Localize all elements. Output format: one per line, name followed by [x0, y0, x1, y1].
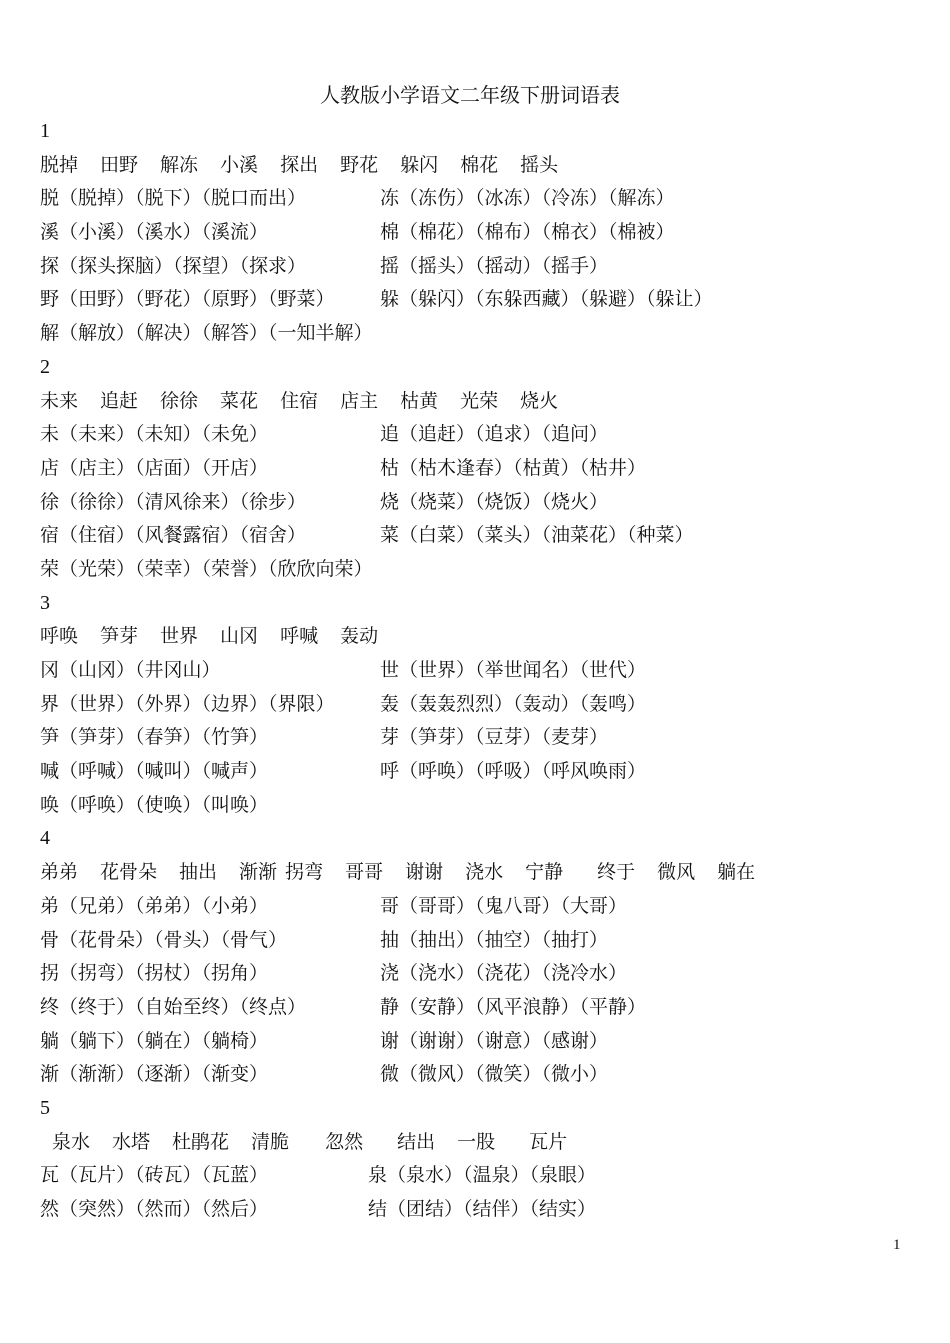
character-entry: 菜（白菜）（菜头）（油菜花）（种菜） — [380, 524, 694, 547]
vocab-word: 水塔 — [112, 1130, 151, 1153]
character-entry: 哥（哥哥）（鬼八哥）（大哥） — [380, 894, 628, 917]
character-row — [40, 1025, 920, 1059]
character-row — [40, 519, 920, 553]
character-row — [40, 755, 920, 789]
character-row — [40, 1058, 920, 1092]
word-list — [40, 115, 920, 1227]
character-entry: 界（世界）（外界）（边界）（界限） — [40, 692, 335, 715]
vocab-word: 宁静 — [525, 861, 564, 884]
section-number: 1 — [40, 120, 50, 142]
character-entry: 世（世界）（举世闻名）（世代） — [380, 659, 647, 681]
vocab-word: 笋芽 — [100, 625, 139, 648]
character-row — [40, 182, 920, 216]
character-row — [40, 721, 920, 755]
character-entry: 抽（抽出）（抽空）（抽打） — [380, 928, 609, 951]
character-entry: 瓦（瓦片）（砖瓦）（瓦蓝） — [40, 1164, 269, 1187]
vocab-word: 小溪 — [220, 153, 259, 176]
character-entry: 躲（躲闪）（东躲西藏）（躲避）（躲让） — [380, 288, 713, 311]
character-entry: 棉（棉花）（棉布）（棉衣）（棉被） — [380, 221, 675, 244]
character-row — [40, 250, 920, 284]
page-number: 1 — [893, 1237, 901, 1253]
vocab-word: 轰动 — [340, 625, 379, 648]
character-entry: 呼（呼唤）（呼吸）（呼风唤雨） — [380, 760, 647, 783]
character-entry: 渐（渐渐）（逐渐）（渐变） — [40, 1063, 269, 1086]
character-entry: 骨（花骨朵）（骨头）（骨气） — [40, 928, 288, 951]
character-entry: 宿（住宿）（风餐露宿）（宿舍） — [40, 524, 307, 547]
vocab-word: 探出 — [280, 153, 319, 176]
character-row — [40, 486, 920, 520]
character-entry: 野（田野）（野花）（原野）（野菜） — [40, 288, 335, 311]
character-entry: 枯（枯木逢春）（枯黄）（枯井） — [380, 456, 647, 479]
character-row — [40, 317, 920, 351]
character-row — [40, 654, 920, 688]
character-row — [40, 924, 920, 958]
vocab-word: 微风 — [657, 861, 696, 884]
section-number: 5 — [40, 1096, 50, 1119]
vocab-word: 躺在 — [717, 861, 756, 884]
character-entry: 冈（山冈）（井冈山） — [40, 659, 221, 681]
character-row — [40, 957, 920, 991]
character-entry: 唤（呼唤）（使唤）（叫唤） — [40, 793, 269, 816]
vocab-word: 结出 — [397, 1130, 436, 1153]
character-entry: 笋（笋芽）（春笋）（竹笋） — [40, 726, 269, 749]
vocab-word: 浇水 — [465, 861, 504, 884]
character-entry: 荣（光荣）（荣幸）（荣誉）（欣欣向荣） — [40, 557, 373, 580]
section-number: 4 — [40, 827, 50, 850]
character-row — [40, 991, 920, 1025]
vocab-word: 山冈 — [220, 625, 259, 648]
vocab-word: 渐渐 — [239, 861, 278, 884]
character-entry: 解（解放）（解决）（解答）（一知半解） — [40, 322, 373, 345]
vocab-word: 一股 — [457, 1130, 496, 1153]
character-entry: 浇（浇水）（浇花）（浇冷水） — [380, 962, 628, 985]
vocab-word: 未来 — [40, 389, 79, 412]
character-entry: 探（探头探脑）（探望）（探求） — [40, 254, 307, 277]
character-entry: 店（店主）（店面）（开店） — [40, 456, 269, 479]
vocab-word: 野花 — [340, 153, 379, 176]
vocab-word: 花骨朵 — [100, 861, 158, 884]
character-entry: 弟（兄弟）（弟弟）（小弟） — [40, 894, 269, 917]
character-entry: 泉（泉水）（温泉）（泉眼） — [368, 1164, 597, 1187]
vocab-word: 解冻 — [160, 153, 199, 176]
character-entry: 脱（脱掉）（脱下）（脱口而出） — [40, 187, 307, 210]
vocab-word: 瓦片 — [529, 1130, 568, 1153]
vocab-word: 拐弯 — [285, 861, 324, 884]
vocab-word: 光荣 — [460, 389, 499, 412]
vocab-word: 忽然 — [325, 1130, 364, 1153]
vocab-word: 泉水 — [52, 1130, 91, 1153]
character-entry: 喊（呼喊）（喊叫）（喊声） — [40, 760, 269, 783]
character-entry: 冻（冻伤）（冰冻）（冷冻）（解冻） — [380, 187, 675, 210]
character-entry: 拐（拐弯）（拐杖）（拐角） — [40, 962, 269, 985]
section-word-list — [40, 620, 920, 654]
vocab-word: 谢谢 — [405, 861, 444, 884]
vocab-word: 弟弟 — [40, 861, 79, 884]
character-row — [40, 216, 920, 250]
vocab-word: 躲闪 — [400, 153, 439, 176]
character-row — [40, 283, 920, 317]
section-number: 2 — [40, 355, 50, 378]
character-entry: 终（终于）（自始至终）（终点） — [40, 995, 307, 1018]
vocab-word: 哥哥 — [345, 861, 384, 884]
character-entry: 然（突然）（然而）（然后） — [40, 1198, 269, 1220]
character-entry: 未（未来）（未知）（未免） — [40, 423, 269, 446]
vocab-word: 呼喊 — [280, 625, 319, 648]
section-number: 3 — [40, 591, 50, 614]
section-word-list — [40, 856, 920, 890]
character-entry: 静（安静）（风平浪静）（平静） — [380, 995, 647, 1018]
character-row — [40, 1159, 920, 1193]
character-entry: 摇（摇头）（摇动）（摇手） — [380, 254, 609, 277]
character-row — [40, 418, 920, 452]
character-entry: 轰（轰轰烈烈）（轰动）（轰鸣） — [380, 692, 647, 715]
section-word-list — [40, 149, 920, 183]
vocab-word: 田野 — [100, 153, 139, 176]
character-entry: 谢（谢谢）（谢意）（感谢） — [380, 1029, 609, 1052]
character-entry: 烧（烧菜）（烧饭）（烧火） — [380, 490, 609, 513]
document-title: 人教版小学语文二年级下册词语表 — [320, 83, 620, 107]
character-row — [40, 688, 920, 722]
vocab-word: 追赶 — [100, 389, 139, 412]
vocab-word: 棉花 — [460, 153, 499, 176]
character-entry: 躺（躺下）（躺在）（躺椅） — [40, 1029, 269, 1052]
character-row — [40, 553, 920, 587]
section-word-list — [40, 385, 920, 419]
character-row — [40, 1193, 920, 1227]
vocab-word: 抽出 — [179, 861, 218, 884]
character-row — [40, 890, 920, 924]
vocab-word: 终于 — [597, 861, 636, 884]
character-entry: 徐（徐徐）（清风徐来）（徐步） — [40, 490, 307, 513]
vocab-word: 烧火 — [520, 389, 559, 412]
character-entry: 微（微风）（微笑）（微小） — [380, 1063, 609, 1086]
character-entry: 芽（笋芽）（豆芽）（麦芽） — [380, 726, 609, 749]
character-entry: 溪（小溪）（溪水）（溪流） — [40, 221, 269, 244]
vocab-word: 店主 — [340, 389, 379, 412]
character-entry: 追（追赶）（追求）（追问） — [380, 423, 609, 446]
character-row — [40, 789, 920, 823]
vocab-word: 菜花 — [220, 389, 259, 412]
vocab-word: 杜鹃花 — [172, 1130, 230, 1153]
vocab-word: 徐徐 — [160, 389, 199, 412]
vocab-word: 脱掉 — [40, 153, 79, 176]
character-entry: 结（团结）（结伴）（结实） — [368, 1198, 597, 1220]
vocab-word: 住宿 — [280, 389, 319, 412]
vocab-word: 清脆 — [251, 1130, 290, 1153]
vocab-word: 呼唤 — [40, 625, 79, 648]
vocab-word: 摇头 — [520, 153, 559, 176]
character-row — [40, 452, 920, 486]
vocab-word: 世界 — [160, 625, 199, 648]
vocab-word: 枯黄 — [400, 389, 439, 412]
section-word-list — [40, 1126, 920, 1160]
